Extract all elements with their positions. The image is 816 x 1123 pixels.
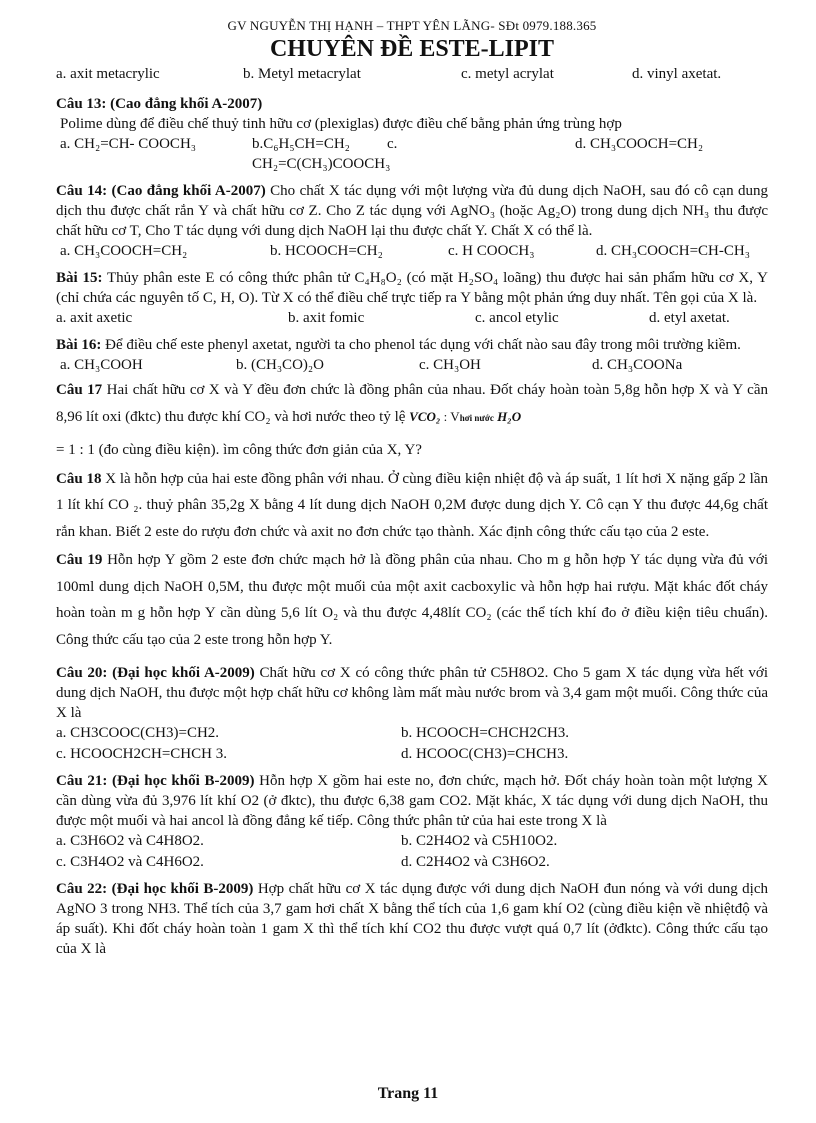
question-21 xyxy=(56,771,768,872)
option-a: a. CH₂=CH- COOCH₃ xyxy=(60,136,197,152)
option-d: d. vinyl axetat. xyxy=(632,66,722,82)
q16-options xyxy=(56,355,768,375)
page-title: CHUYÊN ĐỀ ESTE-LIPIT xyxy=(269,36,555,62)
question-text: Để điều chế este phenyl axetat, người ta cho phenol tác dụng với chất nào sau đây trong môi trường kiềm. xyxy=(101,337,741,353)
option-b: b. Metyl metacrylat xyxy=(243,66,361,82)
option-b: b. (CH₃CO)₂O xyxy=(236,357,324,373)
question-text: Polime dùng để điều chế thuỷ tinh hữu cơ (plexiglas) được điều chế bằng phản ứng trùng hợp xyxy=(60,116,622,132)
question-text: Thủy phân este E có công thức phân tử C₄H₈O₂ (có mặt H₂SO₄ loãng) thu được hai sản phẩm hữu cơ X, Y (chỉ chứa các nguyên tố C, H, O). Từ X có thể điều chế trực tiếp ra Y bằng một phản ứng duy nhất. Tên gọi của X là. xyxy=(56,270,768,306)
question-heading: Câu 13: (Cao đẳng khối A-2007) xyxy=(56,96,263,112)
option-c: c. H COOCH₃ xyxy=(448,243,535,259)
question-text: Chất hữu cơ X có công thức phân tử C5H8O2. Cho 5 gam X tác dụng vừa hết với dung dịch NaOH, thu được một hợp chất hữu cơ không làm mất màu nước brom và 3,4 gam một muối. Công thức của X là xyxy=(56,665,769,721)
question-heading: Câu 19 xyxy=(56,552,103,568)
option-c: c. ancol etylic xyxy=(475,310,559,326)
question-19 xyxy=(56,547,768,653)
question-heading: Câu 22: (Đại học khối B-2009) xyxy=(56,881,254,897)
question-17 xyxy=(56,377,768,464)
question-heading: Câu 14: (Cao đẳng khối A-2007) xyxy=(56,183,266,199)
option-c: c. HCOOCH2CH=CHCH 3. xyxy=(56,745,227,762)
question-heading: Câu 20: (Đại học khối A-2009) xyxy=(56,665,255,681)
question-text: Cho chất X tác dụng với một lượng vừa đủ dung dịch NaOH, sau đó cô cạn dung dịch thu được chất rắn Y và chất hữu cơ Z. Cho Z tác dụng với AgNO₃ (hoặc Ag₂O) trong dung dịch NH₃ thu được chất hữu cơ T, Cho T tác dụng với dung dịch NaOH lại thu được chất Y. Chất X có thể là. xyxy=(56,183,768,239)
q15-options xyxy=(56,308,768,328)
question-heading: Bài 16: xyxy=(56,337,102,353)
option-d: d. CH₃COONa xyxy=(592,357,683,373)
option-a: a. CH₃COOCH=CH₂ xyxy=(60,243,188,259)
option-b: b. C2H4O2 và C5H10O2. xyxy=(401,833,558,849)
q12-options xyxy=(56,64,768,84)
option-c: c. metyl acrylat xyxy=(461,66,554,82)
option-c-label: c. xyxy=(387,136,398,152)
option-a: a. CH3COOC(CH3)=CH2. xyxy=(56,725,220,741)
question-18 xyxy=(56,466,768,546)
author-header: GV NGUYỄN THỊ HẠNH – THPT YÊN LÃNG- SĐt 0979.188.365 xyxy=(227,18,597,33)
question-text: Hợp chất hữu cơ X tác dụng được với dung dịch NaOH đun nóng và với dung dịch AgNO 3 trong NH3. Thể tích của 3,7 gam hơi chất X bằng thể tích của 1,6 gam khí O2 (cùng điều kiện về nhiệtđộ và áp suất). Khi đốt cháy hoàn toàn 1 gam X thì thể tích khí CO2 thu được vượt quá 0,7 lít (ởđktc). Công thức cấu tạo của X là xyxy=(56,881,769,957)
question-heading: Câu 21: (Đại học khối B-2009) xyxy=(56,773,255,789)
question-text: Hỗn hợp X gồm hai este no, đơn chức, mạch hở. Đốt cháy hoàn toàn một lượng X cần dùng vừa đủ 3,976 lít khí O2 (ở đktc), thu được 6,38 gam CO2. Mặt khác, X tác dụng với dung dịch NaOH, thu được một muối và hai ancol là đồng đẳng kế tiếp. Công thức phân tử của hai este trong X là xyxy=(56,773,768,829)
option-a: a. axit metacrylic xyxy=(56,66,160,82)
question-13 xyxy=(56,94,768,174)
ratio-left: VCO₂ xyxy=(409,408,441,424)
option-d: d. C2H4O2 và C3H6O2. xyxy=(401,853,550,870)
option-b: b. HCOOCH=CHCH2CH3. xyxy=(401,725,570,741)
option-d: d. CH₃COOCH=CH₂ xyxy=(575,136,704,152)
option-b: b.C₆H₅CH=CH₂ xyxy=(252,136,350,152)
option-c-formula: CH₂=C(CH₃)COOCH₃ xyxy=(252,156,391,172)
option-a: a. C3H6O2 và C4H8O2. xyxy=(56,833,204,849)
ratio-right: H₂O xyxy=(493,408,522,424)
ratio-sub: hơi nước xyxy=(459,412,494,423)
question-tail: = 1 : 1 (đo cùng điều kiện). ìm công thức đơn giản của X, Y? xyxy=(56,442,422,458)
question-20 xyxy=(56,663,768,764)
question-text: X là hỗn hợp của hai este đồng phân với nhau. Ở cùng điều kiện nhiệt độ và áp suất, 1 lít hơi X nặng gấp 2 lần 1 lít khí CO ₂. thuỷ phân 35,2g X bằng 4 lít dung dịch NaOH 0,2M được dung dịch Y. Cô cạn Y thu được 44,6g chất rắn khan. Biết 2 este do rượu đơn chức và axit no đơn chức tạo thành. Xác định công thức cấu tạo của 2 este. xyxy=(56,470,768,540)
question-22 xyxy=(56,879,768,959)
ratio-sep: : V xyxy=(440,408,460,424)
option-d: d. etyl axetat. xyxy=(649,310,730,326)
question-14 xyxy=(56,181,768,261)
document-page xyxy=(56,0,768,959)
option-a: a. axit axetic xyxy=(56,310,133,326)
volume-ratio xyxy=(409,404,521,432)
option-d: d. HCOOC(CH3)=CHCH3. xyxy=(401,745,569,762)
question-heading: Câu 18 xyxy=(56,470,102,487)
option-b: b. axit fomic xyxy=(288,310,365,326)
q21-options xyxy=(56,831,768,872)
q20-options xyxy=(56,723,768,764)
option-a: a. CH₃COOH xyxy=(60,357,143,373)
q13-options xyxy=(56,134,768,174)
question-text: Hỗn hợp Y gồm 2 este đơn chức mạch hở là đồng phân của nhau. Cho m g hỗn hợp Y tác dụng vừa đủ với 100ml dung dịch NaOH 0,5M, thu được một muối của một axit cacboxylic và hỗn hợp hai rượu. Mặt khác đốt cháy hoàn toàn m g hỗn hợp Y cần dùng 5,6 lít O₂ và thu được 4,48lít CO₂ (các thể tích khí đo ở điều kiện tiêu chuẩn). Công thức cấu tạo của 2 este trong hỗn hợp Y. xyxy=(56,552,768,648)
question-text: Hai chất hữu cơ X và Y đều đơn chức là đồng phân của nhau. Đốt cháy hoàn toàn 5,8g hỗn hợp X và Y cần 8,96 lít oxi (đktc) thu được khí CO₂ và hơi nước theo tỷ lệ xyxy=(56,382,768,425)
question-heading: Bài 15: xyxy=(56,270,103,286)
option-d: d. CH₃COOCH=CH-CH₃ xyxy=(596,243,750,259)
q14-options xyxy=(56,241,768,261)
page-number: Trang 11 xyxy=(377,1085,439,1102)
question-15 xyxy=(56,268,768,328)
question-heading: Câu 17 xyxy=(56,382,103,398)
option-c: c. C3H4O2 và C4H6O2. xyxy=(56,853,204,870)
option-c: c. CH₃OH xyxy=(419,357,481,373)
option-b: b. HCOOCH=CH₂ xyxy=(270,243,383,259)
question-16 xyxy=(56,335,768,375)
